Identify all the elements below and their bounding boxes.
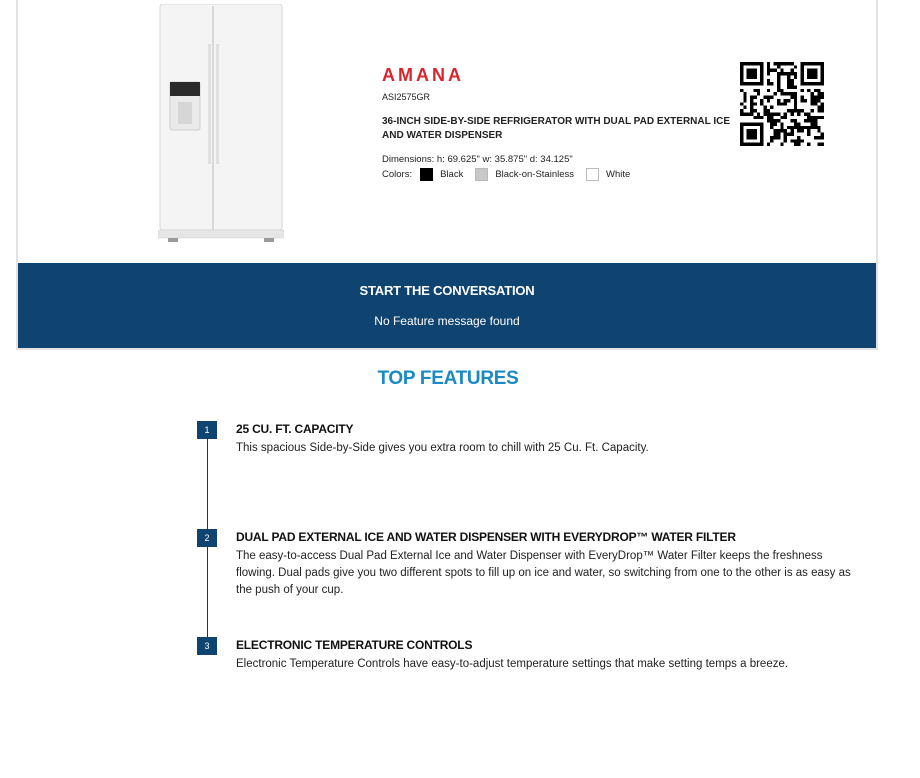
color-swatch	[475, 168, 488, 181]
top-features-heading: TOP FEATURES	[377, 368, 519, 389]
color-option-black-on-stainless[interactable]	[475, 168, 574, 181]
feature-description: The easy-to-access Dual Pad External Ice and Water Dispenser with EveryDrop™ Water Filter keeps the freshness flowing. Dual pads give you two different spots to fill up on ice and water, so switching from one to the other is as easy as the push of your cup.	[236, 550, 851, 596]
feature-number: 1	[197, 421, 217, 439]
feature-description: This spacious Side-by-Side gives you extra room to chill with 25 Cu. Ft. Capacity.	[236, 442, 649, 454]
color-option-white[interactable]	[586, 168, 630, 181]
qr-code[interactable]	[740, 62, 824, 146]
dimensions: Dimensions: h: 69.625" w: 35.875" d: 34.125"	[382, 154, 573, 165]
color-name: Black-on-Stainless	[495, 169, 574, 180]
feature-description: Electronic Temperature Controls have easy-to-adjust temperature settings that make setting temps a breeze.	[236, 658, 789, 670]
feature-title: DUAL PAD EXTERNAL ICE AND WATER DISPENSER WITH EVERYDROP™ WATER FILTER	[236, 530, 736, 544]
feature-number: 2	[197, 529, 217, 547]
color-option-black[interactable]	[420, 168, 463, 181]
model-number: ASI2575GR	[382, 92, 431, 102]
color-name: White	[606, 169, 631, 180]
banner-title: START THE CONVERSATION	[359, 283, 535, 298]
product-title: 36-INCH SIDE-BY-SIDE REFRIGERATOR WITH DUAL PAD EXTERNAL ICE AND WATER DISPENSER	[382, 116, 730, 141]
banner-message: No Feature message found	[374, 314, 520, 328]
feature-title: 25 CU. FT. CAPACITY	[236, 422, 354, 436]
color-swatch	[586, 168, 599, 181]
color-swatch	[420, 168, 433, 181]
color-options	[382, 168, 642, 181]
refrigerator-image	[158, 4, 284, 242]
feature-number: 3	[197, 637, 217, 655]
color-name: Black	[440, 169, 464, 180]
product-card	[16, 0, 878, 350]
colors-label: Colors:	[382, 169, 413, 180]
feature-title: ELECTRONIC TEMPERATURE CONTROLS	[236, 638, 473, 652]
conversation-banner	[18, 263, 876, 348]
brand-logo: AMANA	[382, 65, 464, 85]
